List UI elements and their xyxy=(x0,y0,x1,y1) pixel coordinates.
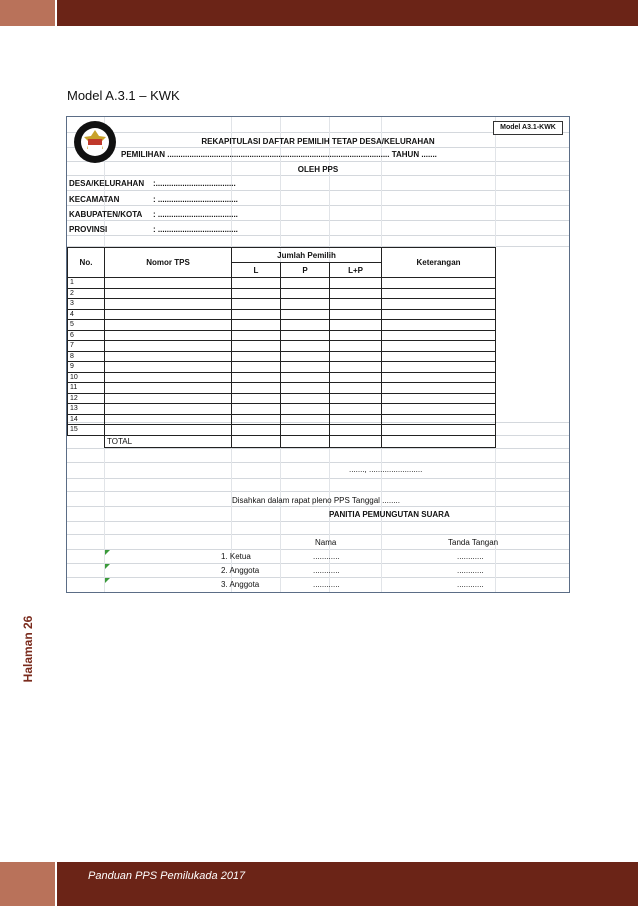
table-cell[interactable] xyxy=(330,278,382,289)
grid-line xyxy=(67,161,569,162)
row-number: 13 xyxy=(68,404,105,415)
table-cell[interactable] xyxy=(330,299,382,310)
grid-line xyxy=(67,506,569,507)
table-cell[interactable] xyxy=(382,425,496,436)
table-cell[interactable] xyxy=(281,341,330,352)
table-cell[interactable] xyxy=(232,393,281,404)
table-cell[interactable] xyxy=(330,414,382,425)
row-number: 2 xyxy=(68,288,105,299)
ttd-header: Tanda Tangan xyxy=(448,538,499,547)
oleh-pps-heading: OLEH PPS xyxy=(297,165,339,174)
row-number: 5 xyxy=(68,320,105,331)
signatory-signature-field[interactable]: ............ xyxy=(457,552,484,561)
place-date-line[interactable]: ......., ........................ xyxy=(349,465,423,474)
col-p-header: P xyxy=(281,263,330,278)
table-cell[interactable] xyxy=(382,278,496,289)
table-cell[interactable] xyxy=(105,425,232,436)
col-no-header: No. xyxy=(68,248,105,278)
grid-line xyxy=(67,491,569,492)
table-row xyxy=(68,393,496,404)
kabupaten-label: KABUPATEN/KOTA xyxy=(69,210,143,219)
row-number: 9 xyxy=(68,362,105,373)
total-spacer xyxy=(68,435,105,447)
bottom-bar xyxy=(57,862,638,906)
table-cell[interactable] xyxy=(382,351,496,362)
table-row xyxy=(68,309,496,320)
total-label: TOTAL xyxy=(105,435,232,447)
table-cell[interactable] xyxy=(232,372,281,383)
grid-line xyxy=(67,521,569,522)
election-line: PEMILIHAN .................................................................................................... TAHUN ....... xyxy=(121,150,437,159)
table-cell[interactable] xyxy=(281,393,330,404)
grid-line xyxy=(67,220,569,221)
table-cell[interactable] xyxy=(232,383,281,394)
table-row xyxy=(68,320,496,331)
signatory-role: 1. Ketua xyxy=(221,552,251,561)
table-row xyxy=(68,341,496,352)
desa-field[interactable]: :.................................... xyxy=(153,179,236,188)
row-number: 15 xyxy=(68,425,105,436)
table-cell[interactable] xyxy=(330,309,382,320)
table-cell[interactable] xyxy=(105,288,232,299)
grid-line xyxy=(67,534,569,535)
table-cell[interactable] xyxy=(330,372,382,383)
cell-note-marker xyxy=(105,564,110,569)
signatory-name-field[interactable]: ............ xyxy=(313,552,340,561)
table-cell[interactable] xyxy=(232,288,281,299)
table-row xyxy=(68,351,496,362)
grid-line xyxy=(67,563,569,564)
grid-line xyxy=(67,190,569,191)
page-number-text: Halaman 26 xyxy=(21,615,35,683)
table-cell[interactable] xyxy=(232,404,281,415)
row-number: 12 xyxy=(68,393,105,404)
table-cell[interactable] xyxy=(232,299,281,310)
row-number: 11 xyxy=(68,383,105,394)
table-cell[interactable] xyxy=(232,362,281,373)
grid-line xyxy=(67,478,569,479)
table-cell[interactable] xyxy=(232,278,281,289)
table-row xyxy=(68,299,496,310)
table-cell[interactable] xyxy=(281,288,330,299)
table-cell[interactable] xyxy=(330,288,382,299)
approval-line: Disahkan dalam rapat pleno PPS Tanggal ........ xyxy=(232,496,400,505)
bottom-bar-accent xyxy=(0,862,55,906)
cell-note-marker xyxy=(105,550,110,555)
col-tps-header: Nomor TPS xyxy=(105,248,232,278)
table-cell[interactable] xyxy=(382,320,496,331)
total-cell[interactable] xyxy=(281,435,330,447)
table-cell[interactable] xyxy=(105,351,232,362)
table-row xyxy=(68,404,496,415)
table-cell[interactable] xyxy=(105,404,232,415)
page-title: Model A.3.1 – KWK xyxy=(67,88,180,103)
kecamatan-label: KECAMATAN xyxy=(69,195,120,204)
row-number: 7 xyxy=(68,341,105,352)
row-number: 4 xyxy=(68,309,105,320)
col-lp-header: L+P xyxy=(330,263,382,278)
signatory-role: 3. Anggota xyxy=(221,580,260,589)
table-cell[interactable] xyxy=(382,383,496,394)
desa-label: DESA/KELURAHAN xyxy=(69,179,145,188)
row-number: 10 xyxy=(68,372,105,383)
nama-header: Nama xyxy=(315,538,337,547)
page-number-label xyxy=(6,610,50,688)
table-row xyxy=(68,362,496,373)
grid-line xyxy=(67,175,569,176)
table-cell[interactable] xyxy=(330,320,382,331)
table-cell[interactable] xyxy=(232,425,281,436)
table-row xyxy=(68,330,496,341)
provinsi-label: PROVINSI xyxy=(69,225,108,234)
total-row xyxy=(68,435,496,447)
total-cell[interactable] xyxy=(330,435,382,447)
top-bar-accent xyxy=(0,0,55,26)
table-cell[interactable] xyxy=(330,341,382,352)
voter-table xyxy=(67,247,496,448)
total-cell[interactable] xyxy=(232,435,281,447)
col-keterangan-header: Keterangan xyxy=(382,248,496,278)
table-row xyxy=(68,278,496,289)
row-number: 3 xyxy=(68,299,105,310)
table-row xyxy=(68,372,496,383)
table-cell[interactable] xyxy=(281,351,330,362)
top-bar xyxy=(57,0,638,26)
table-cell[interactable] xyxy=(105,330,232,341)
col-l-header: L xyxy=(232,263,281,278)
signatory-name-field[interactable]: ............ xyxy=(313,580,340,589)
table-cell[interactable] xyxy=(105,383,232,394)
table-cell[interactable] xyxy=(281,309,330,320)
col-jumlah-header: Jumlah Pemilih xyxy=(232,248,382,263)
table-row xyxy=(68,425,496,436)
table-cell[interactable] xyxy=(105,299,232,310)
table-cell[interactable] xyxy=(105,414,232,425)
panitia-heading: PANITIA PEMUNGUTAN SUARA xyxy=(329,510,450,519)
row-number: 14 xyxy=(68,414,105,425)
kabupaten-field[interactable]: : .................................... xyxy=(153,210,238,219)
grid-line xyxy=(67,448,569,449)
table-cell[interactable] xyxy=(330,425,382,436)
table-cell[interactable] xyxy=(281,404,330,415)
grid-line xyxy=(67,549,569,550)
table-cell[interactable] xyxy=(281,320,330,331)
table-cell[interactable] xyxy=(330,393,382,404)
grid-line xyxy=(67,147,569,148)
table-cell[interactable] xyxy=(281,372,330,383)
table-cell[interactable] xyxy=(330,351,382,362)
table-cell[interactable] xyxy=(281,425,330,436)
table-cell[interactable] xyxy=(281,330,330,341)
footer-text: Panduan PPS Pemilukada 2017 xyxy=(88,870,246,882)
table-cell[interactable] xyxy=(232,330,281,341)
table-row xyxy=(68,383,496,394)
total-cell[interactable] xyxy=(382,435,496,447)
table-cell[interactable] xyxy=(382,299,496,310)
row-number: 1 xyxy=(68,278,105,289)
grid-line xyxy=(67,462,569,463)
table-cell[interactable] xyxy=(105,320,232,331)
row-number: 8 xyxy=(68,351,105,362)
table-cell[interactable] xyxy=(382,341,496,352)
table-cell[interactable] xyxy=(232,414,281,425)
table-row xyxy=(68,288,496,299)
table-cell[interactable] xyxy=(105,309,232,320)
table-cell[interactable] xyxy=(382,372,496,383)
signatory-signature-field[interactable]: ............ xyxy=(457,566,484,575)
signatory-role: 2. Anggota xyxy=(221,566,260,575)
signatory-name-field[interactable]: ............ xyxy=(313,566,340,575)
provinsi-field[interactable]: : .................................... xyxy=(153,225,238,234)
table-cell[interactable] xyxy=(105,278,232,289)
table-cell[interactable] xyxy=(330,362,382,373)
table-cell[interactable] xyxy=(232,351,281,362)
table-cell[interactable] xyxy=(232,341,281,352)
table-cell[interactable] xyxy=(382,414,496,425)
table-cell[interactable] xyxy=(232,320,281,331)
table-cell[interactable] xyxy=(382,330,496,341)
table-cell[interactable] xyxy=(382,393,496,404)
table-cell[interactable] xyxy=(232,309,281,320)
table-cell[interactable] xyxy=(330,404,382,415)
table-cell[interactable] xyxy=(330,383,382,394)
table-cell[interactable] xyxy=(105,362,232,373)
table-cell[interactable] xyxy=(281,414,330,425)
table-cell[interactable] xyxy=(281,278,330,289)
model-code-box: Model A3.1-KWK xyxy=(493,121,563,135)
table-row xyxy=(68,414,496,425)
table-cell[interactable] xyxy=(281,299,330,310)
signatory-signature-field[interactable]: ............ xyxy=(457,580,484,589)
cell-note-marker xyxy=(105,578,110,583)
row-number: 6 xyxy=(68,330,105,341)
form-sheet xyxy=(66,116,570,593)
table-cell[interactable] xyxy=(105,372,232,383)
table-cell[interactable] xyxy=(281,362,330,373)
kecamatan-field[interactable]: : .................................... xyxy=(153,195,238,204)
grid-line xyxy=(67,205,569,206)
grid-line xyxy=(67,235,569,236)
table-cell[interactable] xyxy=(382,288,496,299)
table-cell[interactable] xyxy=(382,404,496,415)
table-cell[interactable] xyxy=(105,393,232,404)
table-cell[interactable] xyxy=(382,362,496,373)
voter-table-body xyxy=(68,278,496,448)
table-cell[interactable] xyxy=(105,341,232,352)
table-cell[interactable] xyxy=(281,383,330,394)
grid-line xyxy=(67,577,569,578)
table-cell[interactable] xyxy=(382,309,496,320)
table-cell[interactable] xyxy=(330,330,382,341)
form-heading: REKAPITULASI DAFTAR PEMILIH TETAP DESA/KELURAHAN xyxy=(201,137,435,146)
